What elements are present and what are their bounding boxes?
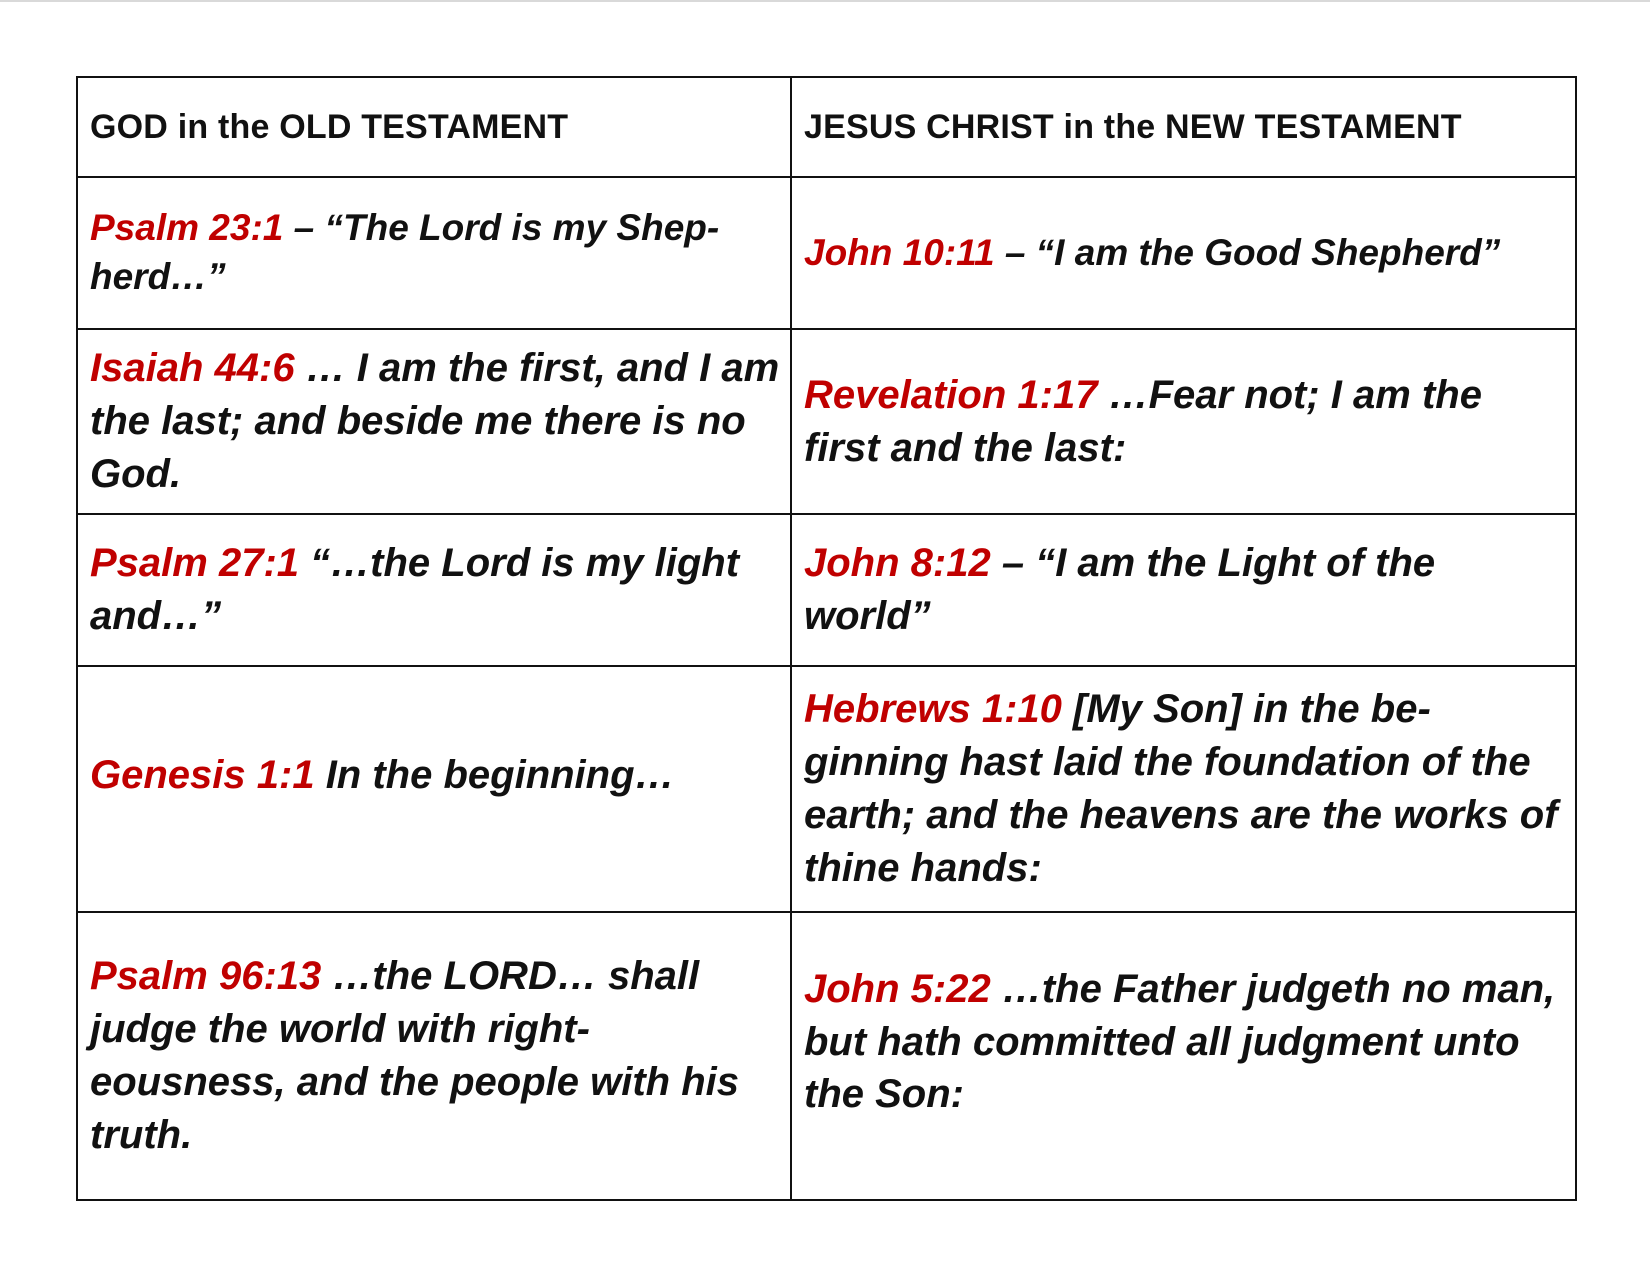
verse-text: …Fear not; I am the first and the last: <box>804 372 1482 470</box>
verse-reference: John 5:22 <box>804 966 991 1011</box>
top-rule <box>0 0 1650 2</box>
verse-reference: Hebrews 1:10 <box>804 687 1062 732</box>
verse-reference: Psalm 27:1 <box>90 541 300 586</box>
verse-reference: Revelation 1:17 <box>804 372 1098 417</box>
verse-reference: John 10:11 <box>804 231 995 273</box>
table-row <box>77 666 1576 912</box>
verse-reference: John 8:12 <box>804 541 991 586</box>
header-old-testament: GOD in the OLD TESTAMENT <box>77 77 791 177</box>
table-row <box>77 514 1576 666</box>
verse-text: – “The Lord is my Shep-herd…” <box>90 207 720 297</box>
old-testament-cell <box>77 666 791 912</box>
verse-text: … I am the first, and I am the last; and beside me there is no God. <box>90 346 780 496</box>
table-row <box>77 177 1576 329</box>
old-testament-cell <box>77 329 791 514</box>
table-row <box>77 912 1576 1200</box>
verse-text: – “I am the Light of the world” <box>804 541 1436 638</box>
verse-reference: Psalm 23:1 <box>90 207 284 249</box>
verse-reference: Isaiah 44:6 <box>90 346 295 391</box>
new-testament-cell <box>791 329 1576 514</box>
verse-reference: Psalm 96:13 <box>90 954 322 999</box>
verse-text: [My Son] in the be-ginning hast laid the foundation of the earth; and the heavens are the works of thine hands: <box>804 687 1558 890</box>
table-row <box>77 329 1576 514</box>
header-row <box>77 77 1576 177</box>
verse-text: In the beginning… <box>314 752 675 797</box>
verse-text: …the LORD… shall judge the world with right-eousness, and the people with his truth. <box>90 954 740 1157</box>
old-testament-cell <box>77 177 791 329</box>
old-testament-cell <box>77 912 791 1200</box>
new-testament-cell <box>791 666 1576 912</box>
verse-text: – “I am the Good Shepherd” <box>994 231 1501 273</box>
header-new-testament: JESUS CHRIST in the NEW TESTAMENT <box>791 77 1576 177</box>
verse-text: …the Father judgeth no man, but hath committed all judgment unto the Son: <box>804 966 1556 1117</box>
comparison-table <box>76 76 1577 1201</box>
old-testament-cell <box>77 514 791 666</box>
verse-text: “…the Lord is my light and…” <box>90 541 740 638</box>
new-testament-cell <box>791 514 1576 666</box>
new-testament-cell <box>791 912 1576 1200</box>
verse-reference: Genesis 1:1 <box>90 752 315 797</box>
new-testament-cell <box>791 177 1576 329</box>
